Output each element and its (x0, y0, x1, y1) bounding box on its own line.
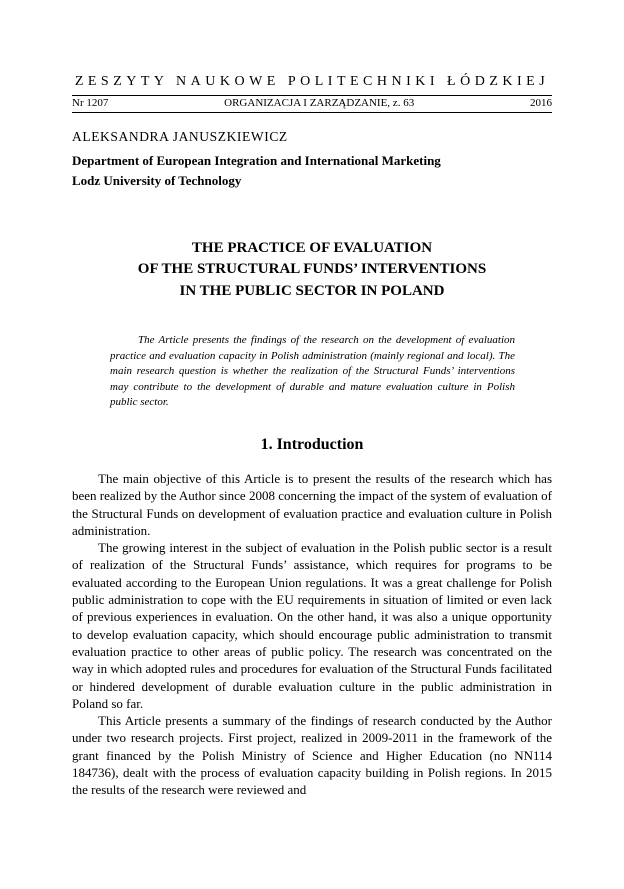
journal-year: 2016 (530, 97, 552, 109)
journal-title: ZESZYTY NAUKOWE POLITECHNIKI ŁÓDZKIEJ (74, 74, 550, 89)
abstract: The Article presents the findings of the research on the development of evaluation practice and evaluation capacity in Polish administration (mainly regional and local). The main research question is whether the realization of the Structural Funds’ interventions may contribute to the development of durable and mature evaluation culture in Polish public sector. (110, 334, 515, 409)
journal-header-rule-bottom (72, 112, 552, 113)
section-body (72, 470, 552, 799)
issue-number: Nr 1207 (72, 97, 109, 109)
journal-meta (72, 96, 552, 111)
body-paragraph: This Article presents a summary of the findings of research conducted by the Author under two research projects. First project, realized in 2009-2011 in the framework of the grant financed by the Polish Ministry of Science and Higher Education (no NN114 184736), dealt with the process of evaluation capacity building in Polish regions. In 2015 the results of the research were reviewed and (72, 713, 552, 798)
body-paragraph: The main objective of this Article is to present the results of the research which has been realized by the Author since 2008 concerning the impact of the system of evaluation of the Structural Funds on development of evaluation practice and evaluation culture in Polish administration. (72, 471, 552, 538)
author-affiliation-university: Lodz University of Technology (72, 173, 242, 188)
author-affiliation-department: Department of European Integration and International Marketing (72, 153, 441, 168)
section-heading (72, 436, 552, 454)
body-paragraph: The growing interest in the subject of evaluation in the Polish public sector is a result of realization of the Structural Funds’ assistance, which requires for programs to be evaluated according to the European Union regulations. It was a great challenge for Polish public administration to cope with the EU requirements in situation of limited or even lack of previous experiences in evaluation. On the other hand, it was also a unique opportunity to develop evaluation capacity, which should encourage public administration to transmit evaluation practice to other areas of public policy. The research was concentrated on the way in which adopted rules and procedures for evaluation of the Structural Funds facilitated or hindered development of durable evaluation culture in the public administration in Poland so far. (72, 540, 552, 711)
article-title-line-3: IN THE PUBLIC SECTOR IN POLAND (179, 283, 445, 299)
section-number: 1. (260, 436, 273, 453)
article-title-line-2: OF THE STRUCTURAL FUNDS’ INTERVENTIONS (137, 261, 487, 277)
journal-series: ORGANIZACJA I ZARZĄDZANIE, z. 63 (224, 97, 415, 109)
article-title-line-1: THE PRACTICE OF EVALUATION (191, 240, 433, 256)
section-title: Introduction (276, 436, 364, 453)
author-name: ALEKSANDRA JANUSZKIEWICZ (72, 129, 288, 144)
